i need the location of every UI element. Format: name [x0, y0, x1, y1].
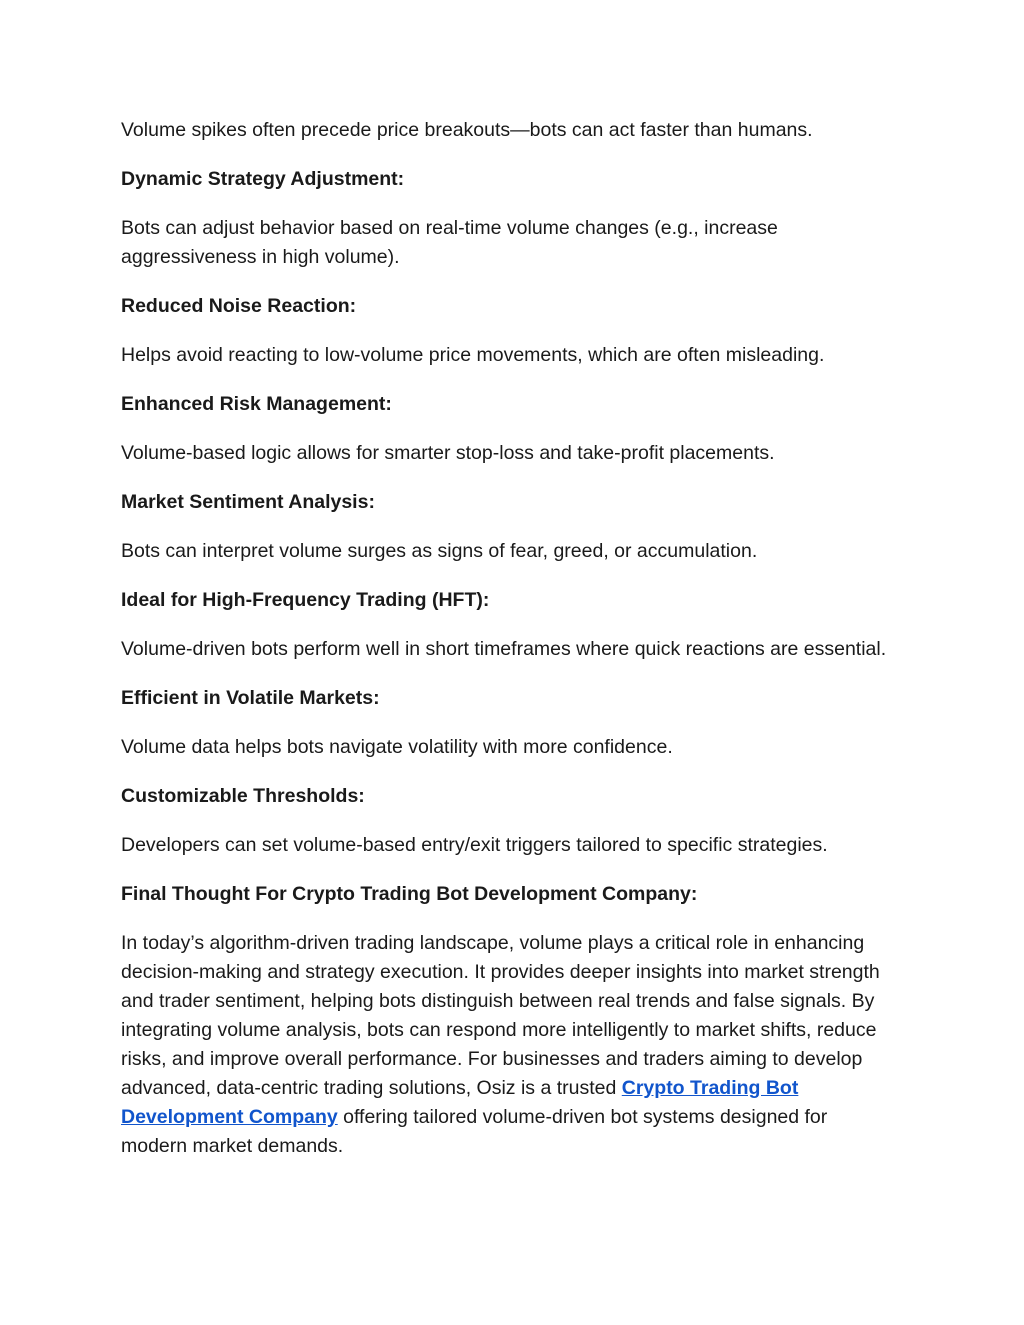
paragraph-reduced-noise: Helps avoid reacting to low-volume price movements, which are often misleading. — [121, 344, 825, 366]
paragraph-volatile-markets: Volume data helps bots navigate volatility with more confidence. — [121, 736, 673, 758]
heading-risk-management: Enhanced Risk Management: — [121, 393, 392, 415]
crypto-trading-bot-link[interactable]: Crypto Trading Bot Development Company — [121, 1077, 799, 1128]
heading-custom-thresholds: Customizable Thresholds: — [121, 785, 365, 807]
paragraph-risk-management: Volume-based logic allows for smarter stop-loss and take-profit placements. — [121, 442, 775, 464]
final-text-after-link: offering tailored volume-driven bot systems designed for modern market demands. — [121, 1106, 828, 1157]
paragraph-dynamic-strategy: Bots can adjust behavior based on real-time volume changes (e.g., increase aggressiveness in high volume). — [121, 217, 778, 268]
heading-market-sentiment: Market Sentiment Analysis: — [121, 491, 375, 513]
paragraph-custom-thresholds: Developers can set volume-based entry/exit triggers tailored to specific strategies. — [121, 834, 828, 856]
heading-final-thought: Final Thought For Crypto Trading Bot Development Company: — [121, 883, 698, 905]
paragraph-hft: Volume-driven bots perform well in short timeframes where quick reactions are essential. — [121, 638, 887, 660]
heading-reduced-noise: Reduced Noise Reaction: — [121, 295, 357, 317]
heading-hft: Ideal for High-Frequency Trading (HFT): — [121, 589, 490, 611]
paragraph-final-thought — [121, 929, 891, 1161]
paragraph-market-sentiment: Bots can interpret volume surges as signs of fear, greed, or accumulation. — [121, 540, 758, 562]
heading-dynamic-strategy: Dynamic Strategy Adjustment: — [121, 168, 405, 190]
final-text-before-link: In today’s algorithm-driven trading landscape, volume plays a critical role in enhancing decision-making and strategy execution. It provides deeper insights into market strength and trader sentiment, helping bots distinguish between real trends and false signals. By integrating volume analysis, bots can respond more intelligently to market shifts, reduce risks, and improve overall performance. For businesses and traders aiming to develop advanced, data-centric trading solutions, Osiz is a trusted — [121, 932, 880, 1099]
document-page — [121, 116, 891, 1161]
intro-paragraph: Volume spikes often precede price breakouts—bots can act faster than humans. — [121, 119, 813, 141]
heading-volatile-markets: Efficient in Volatile Markets: — [121, 687, 380, 709]
